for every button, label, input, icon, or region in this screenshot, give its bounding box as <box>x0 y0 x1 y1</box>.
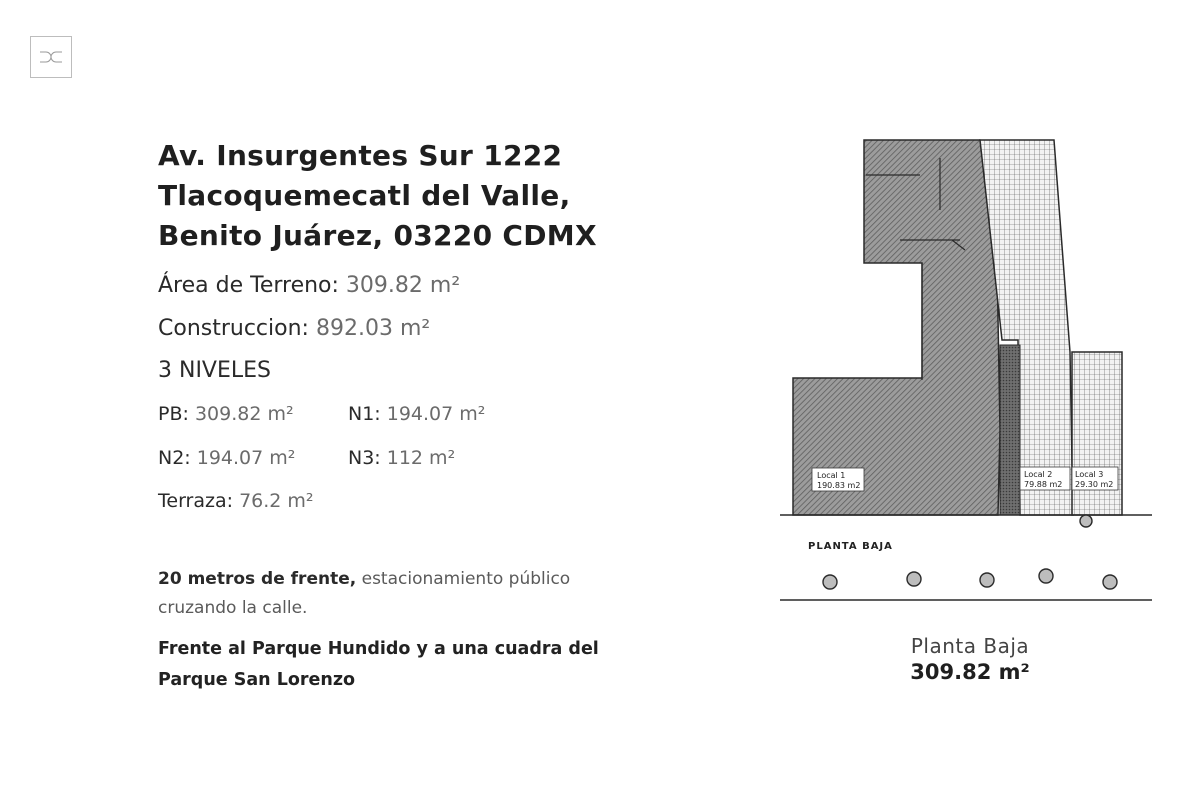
level-value: 194.07 m² <box>386 403 486 425</box>
level-n3 <box>348 447 455 469</box>
plan-caption-area: 309.82 m² <box>910 660 1030 684</box>
parque-description: Frente al Parque Hundido y a una cuadra del Parque San Lorenzo <box>158 639 599 690</box>
local-1-label <box>812 468 864 491</box>
level-label: N1: <box>348 403 381 425</box>
local-3-area-value: 29.30 m2 <box>1075 480 1114 489</box>
plan-caption-title: Planta Baja <box>910 634 1030 658</box>
local-3-label <box>1072 467 1118 490</box>
construccion-label: Construccion: <box>158 316 309 341</box>
level-value: 76.2 m² <box>239 490 314 512</box>
level-terraza <box>158 490 314 512</box>
tree-icon <box>1039 569 1053 583</box>
level-value: 112 m² <box>386 447 456 469</box>
level-value: 309.82 m² <box>194 403 294 425</box>
terreno-spec <box>158 273 460 298</box>
logo-mark-icon <box>37 50 65 64</box>
tree-icon <box>1080 515 1092 527</box>
frente-highlight: 20 metros de frente, <box>158 569 357 589</box>
tree-icon <box>980 573 994 587</box>
logo <box>30 36 72 78</box>
planta-baja-label: PLANTA BAJA <box>808 541 893 552</box>
local-1-area <box>793 140 1000 515</box>
local-1-area-value: 190.83 m2 <box>817 481 861 490</box>
level-n2 <box>158 447 295 469</box>
local-3-name: Local 3 <box>1075 470 1104 479</box>
level-label: Terraza: <box>158 490 234 512</box>
frente-rest: estacionamiento público cruzando la calle. <box>158 569 571 618</box>
level-label: N2: <box>158 447 191 469</box>
level-label: N3: <box>348 447 381 469</box>
local-2-name: Local 2 <box>1024 470 1053 479</box>
local-2-area-value: 79.88 m2 <box>1024 480 1063 489</box>
level-pb <box>158 403 294 425</box>
level-label: PB: <box>158 403 189 425</box>
plan-caption <box>855 634 1085 684</box>
level-n1 <box>348 403 485 425</box>
level-value: 194.07 m² <box>196 447 296 469</box>
construccion-spec <box>158 316 430 341</box>
address-line-3: Benito Juárez, 03220 CDMX <box>158 219 597 252</box>
local-2-label <box>1020 467 1070 490</box>
tree-icon <box>823 575 837 589</box>
property-address <box>158 136 718 256</box>
address-line-2: Tlacoquemecatl del Valle, <box>158 179 571 212</box>
address-line-1: Av. Insurgentes Sur 1222 <box>158 139 563 172</box>
tree-icon <box>1103 575 1117 589</box>
local-3-area <box>1072 352 1122 515</box>
tree-icons <box>823 515 1117 589</box>
tree-icon <box>907 572 921 586</box>
niveles-heading: 3 NIVELES <box>158 358 272 383</box>
local-1-name: Local 1 <box>817 471 846 480</box>
terreno-label: Área de Terreno: <box>158 273 339 298</box>
terreno-value: 309.82 m² <box>345 273 461 298</box>
floor-plan <box>780 130 1155 610</box>
frente-description <box>158 565 588 623</box>
construccion-value: 892.03 m² <box>315 316 431 341</box>
